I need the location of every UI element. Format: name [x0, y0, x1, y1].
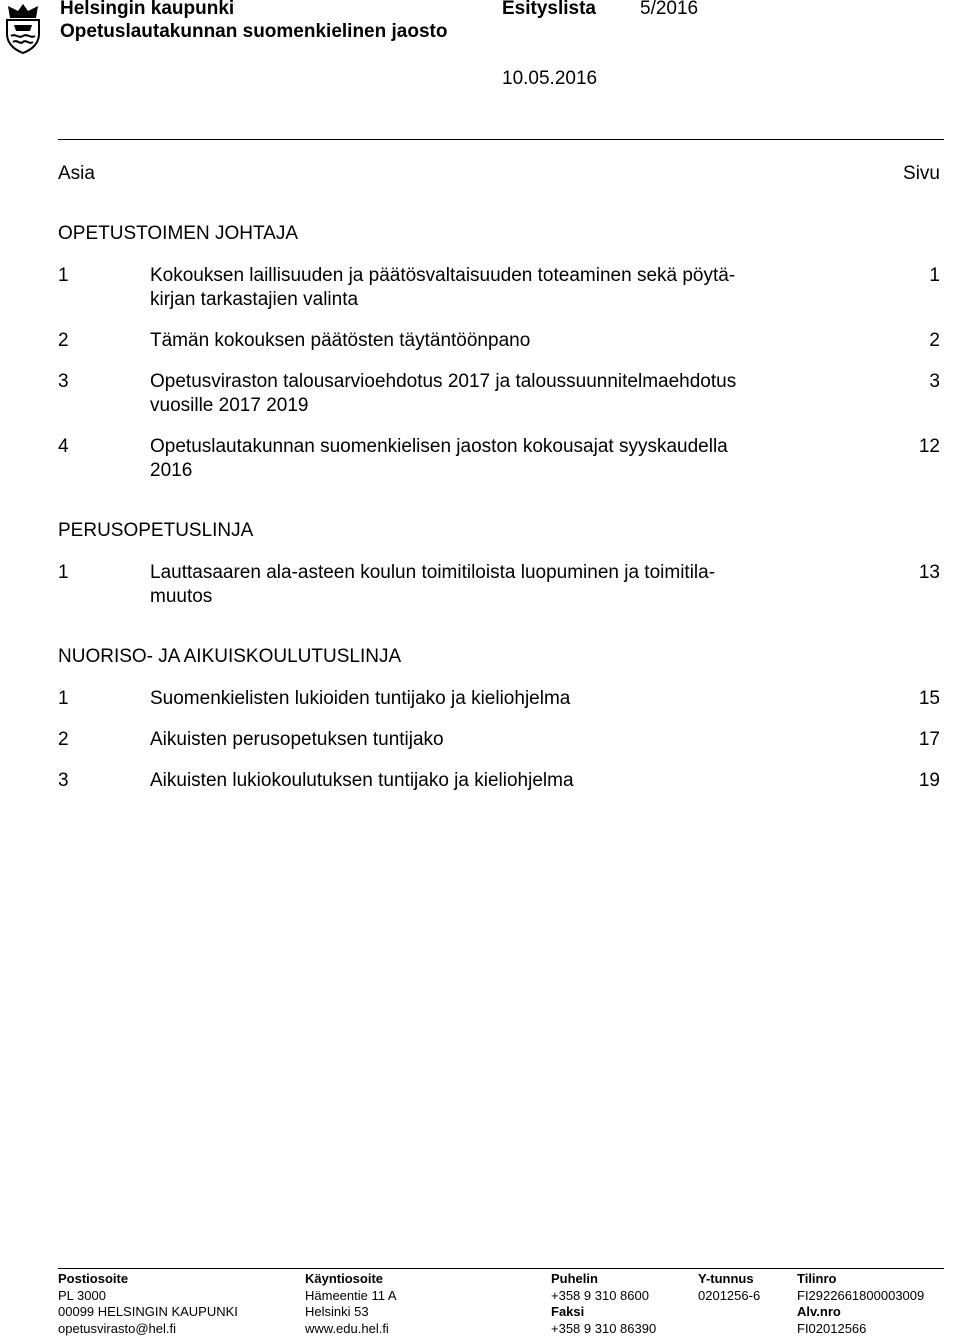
item-number: 4 [58, 436, 69, 457]
item-title: Opetuslautakunnan suomenkielisen jaoston kokousajat syyskaudella 2016 [150, 436, 728, 481]
item-page: 1 [929, 265, 940, 286]
page-column-label: Sivu [903, 163, 940, 184]
item-title: Lauttasaaren ala-asteen koulun toimitiloista luopuminen ja toimitila- muutos [150, 562, 716, 607]
agenda-item[interactable] [58, 728, 940, 752]
item-number: 1 [58, 265, 69, 286]
item-title: Tämän kokouksen päätösten täytäntöönpano [150, 330, 531, 351]
section-title: PERUSOPETUSLINJA [58, 520, 254, 541]
header-divider [58, 139, 944, 140]
item-number: 3 [58, 371, 69, 392]
item-number: 3 [58, 770, 69, 791]
footer-divider [58, 1268, 944, 1269]
footer-visiting-address: Käyntiosoite Hämeentie 11 A Helsinki 53 www.edu.hel.fi [305, 1271, 397, 1336]
item-number: 2 [58, 729, 69, 750]
footer-account: Tilinro FI2922661800003009 Alv.nro FI02012566 [797, 1271, 925, 1336]
footer-website-link[interactable]: www.edu.hel.fi [305, 1320, 389, 1336]
item-page: 2 [929, 330, 940, 351]
item-page: 12 [918, 436, 940, 457]
item-title: Aikuisten lukiokoulutuksen tuntijako ja kieliohjelma [150, 770, 574, 791]
subject-column-label: Asia [58, 163, 95, 184]
agenda-table-of-contents [58, 162, 940, 793]
item-page: 17 [918, 729, 940, 750]
agenda-item[interactable] [58, 769, 940, 793]
item-title: Kokouksen laillisuuden ja päätösvaltaisuuden toteaminen sekä pöytä- kirjan tarkastajien valinta [150, 265, 736, 310]
agenda-item[interactable] [58, 687, 940, 711]
item-title: Suomenkielisten lukioiden tuntijako ja kieliohjelma [150, 688, 571, 709]
footer-postal-address: Postiosoite PL 3000 00099 HELSINGIN KAUPUNKI opetusvirasto@hel.fi [58, 1271, 238, 1336]
item-number: 1 [58, 688, 69, 709]
item-page: 15 [918, 688, 940, 709]
meeting-date: 10.05.2016 [502, 68, 598, 89]
item-title: Opetusviraston talousarvioehdotus 2017 ja taloussuunnitelmaehdotus vuosille 2017 2019 [150, 371, 737, 416]
agenda-item[interactable] [58, 370, 940, 418]
item-page: 3 [929, 371, 940, 392]
document-number: 5/2016 [640, 0, 699, 19]
item-number: 2 [58, 330, 69, 351]
organization-name: Helsingin kaupunki [60, 0, 235, 19]
committee-name: Opetuslautakunnan suomenkielinen jaosto [60, 21, 448, 42]
item-number: 1 [58, 562, 69, 583]
agenda-item[interactable] [58, 561, 940, 609]
agenda-item[interactable] [58, 435, 940, 483]
section-title: NUORISO- JA AIKUISKOULUTUSLINJA [58, 646, 402, 667]
item-page: 13 [918, 562, 940, 583]
section-title: OPETUSTOIMEN JOHTAJA [58, 223, 298, 244]
document-type: Esityslista [502, 0, 596, 19]
footer-email-link[interactable]: opetusvirasto@hel.fi [58, 1320, 176, 1336]
helsinki-crest-icon [2, 2, 44, 54]
toc-header [58, 162, 940, 186]
item-title: Aikuisten perusopetuksen tuntijako [150, 729, 444, 750]
agenda-item[interactable] [58, 264, 940, 312]
agenda-item[interactable] [58, 329, 940, 353]
footer-business-id: Y-tunnus 0201256-6 [698, 1271, 761, 1303]
footer-phone: Puhelin +358 9 310 8600 Faksi +358 9 310 86390 [551, 1271, 657, 1336]
item-page: 19 [918, 770, 940, 791]
